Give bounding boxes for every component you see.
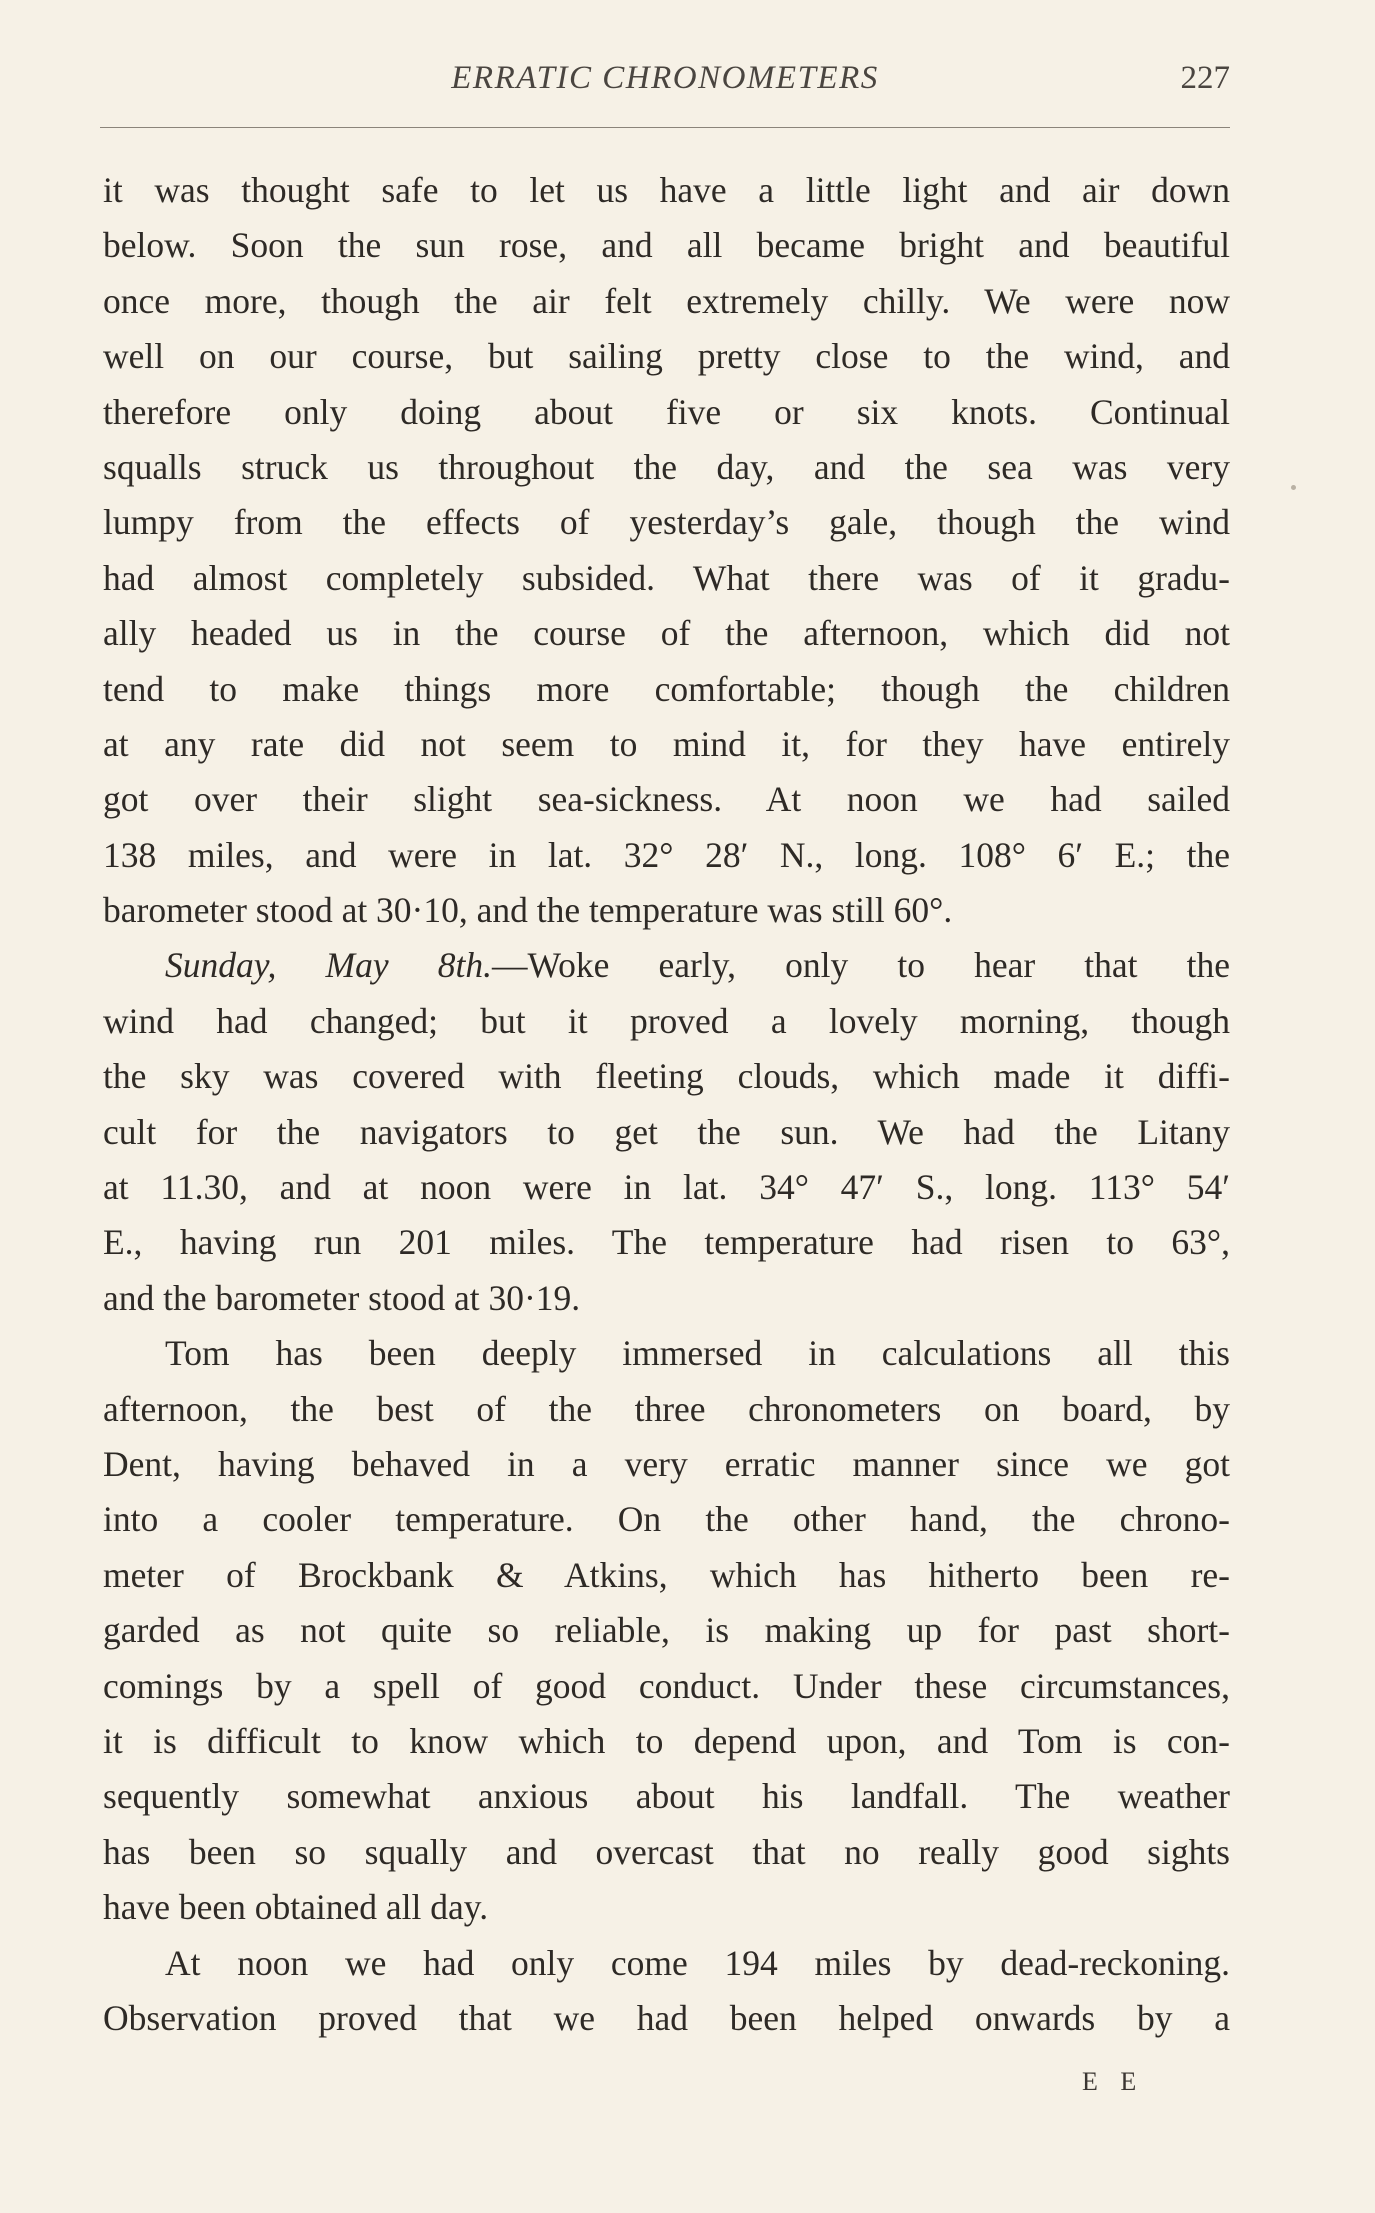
text-line: it is difficult to know which to depend upon, and Tom is con- bbox=[103, 1720, 1230, 1761]
text-line: at any rate did not seem to mind it, for they have entirely bbox=[103, 723, 1230, 764]
text-line: lumpy from the effects of yesterday’s gale, though the wind bbox=[103, 502, 1230, 543]
text-line: barometer stood at 30·10, and the temperature was still 60°. bbox=[103, 890, 953, 931]
body-text bbox=[103, 163, 1230, 2046]
text-line: E., having run 201 miles. The temperature had risen to 63°, bbox=[103, 1222, 1230, 1263]
header-rule bbox=[100, 127, 1230, 128]
text-line: Observation proved that we had been helped onwards by a bbox=[103, 1997, 1230, 2038]
text-line: has been so squally and overcast that no really good sights bbox=[103, 1831, 1230, 1872]
text-line: below. Soon the sun rose, and all became bright and beautiful bbox=[103, 225, 1230, 266]
text-line: tend to make things more comfortable; though the children bbox=[103, 668, 1230, 709]
running-head bbox=[100, 60, 1230, 110]
text-line: and the barometer stood at 30·19. bbox=[103, 1277, 581, 1318]
text-line: well on our course, but sailing pretty close to the wind, and bbox=[103, 336, 1230, 377]
text-line: squalls struck us throughout the day, and the sea was very bbox=[103, 446, 1230, 487]
text-line: afternoon, the best of the three chronometers on board, by bbox=[103, 1388, 1230, 1429]
paper-speck bbox=[1291, 485, 1296, 490]
text-line: sequently somewhat anxious about his landfall. The weather bbox=[103, 1776, 1230, 1817]
paragraph-first-line: Tom has been deeply immersed in calculations all this bbox=[165, 1333, 1230, 1374]
text-line: cult for the navigators to get the sun. We had the Litany bbox=[103, 1111, 1230, 1152]
running-title: ERRATIC CHRONOMETERS bbox=[451, 60, 879, 96]
text-line: comings by a spell of good conduct. Under these circumstances, bbox=[103, 1665, 1230, 1706]
text-line: wind had changed; but it proved a lovely morning, though bbox=[103, 1000, 1230, 1041]
text-line: had almost completely subsided. What there was of it gradu- bbox=[103, 557, 1230, 598]
text-line: got over their slight sea-sickness. At noon we had sailed bbox=[103, 779, 1230, 820]
text-line: garded as not quite so reliable, is making up for past short- bbox=[103, 1610, 1230, 1651]
paragraph-first-line: At noon we had only come 194 miles by dead-reckoning. bbox=[165, 1942, 1230, 1983]
text-span: —Woke early, only to hear that the bbox=[491, 945, 1230, 986]
text-line: into a cooler temperature. On the other hand, the chrono- bbox=[103, 1499, 1230, 1540]
text-line: 138 miles, and were in lat. 32° 28′ N., long. 108° 6′ E.; the bbox=[103, 834, 1230, 875]
text-line: once more, though the air felt extremely chilly. We were now bbox=[103, 280, 1230, 321]
text-line: the sky was covered with fleeting clouds, which made it diffi- bbox=[103, 1056, 1230, 1097]
diary-date: Sunday, May 8th. bbox=[165, 945, 492, 986]
page-number: 227 bbox=[1180, 60, 1230, 96]
text-line: have been obtained all day. bbox=[103, 1887, 489, 1928]
text-line: meter of Brockbank & Atkins, which has hitherto been re- bbox=[103, 1554, 1230, 1595]
text-line: at 11.30, and at noon were in lat. 34° 47′ S., long. 113° 54′ bbox=[103, 1167, 1230, 1208]
signature-mark: E E bbox=[1082, 2067, 1145, 2096]
text-line: it was thought safe to let us have a little light and air down bbox=[103, 170, 1230, 210]
text-line: ally headed us in the course of the afternoon, which did not bbox=[103, 613, 1230, 654]
text-line: therefore only doing about five or six knots. Continual bbox=[103, 391, 1230, 432]
text-line: Dent, having behaved in a very erratic manner since we got bbox=[103, 1443, 1230, 1484]
paragraph-first-line bbox=[103, 938, 1230, 993]
